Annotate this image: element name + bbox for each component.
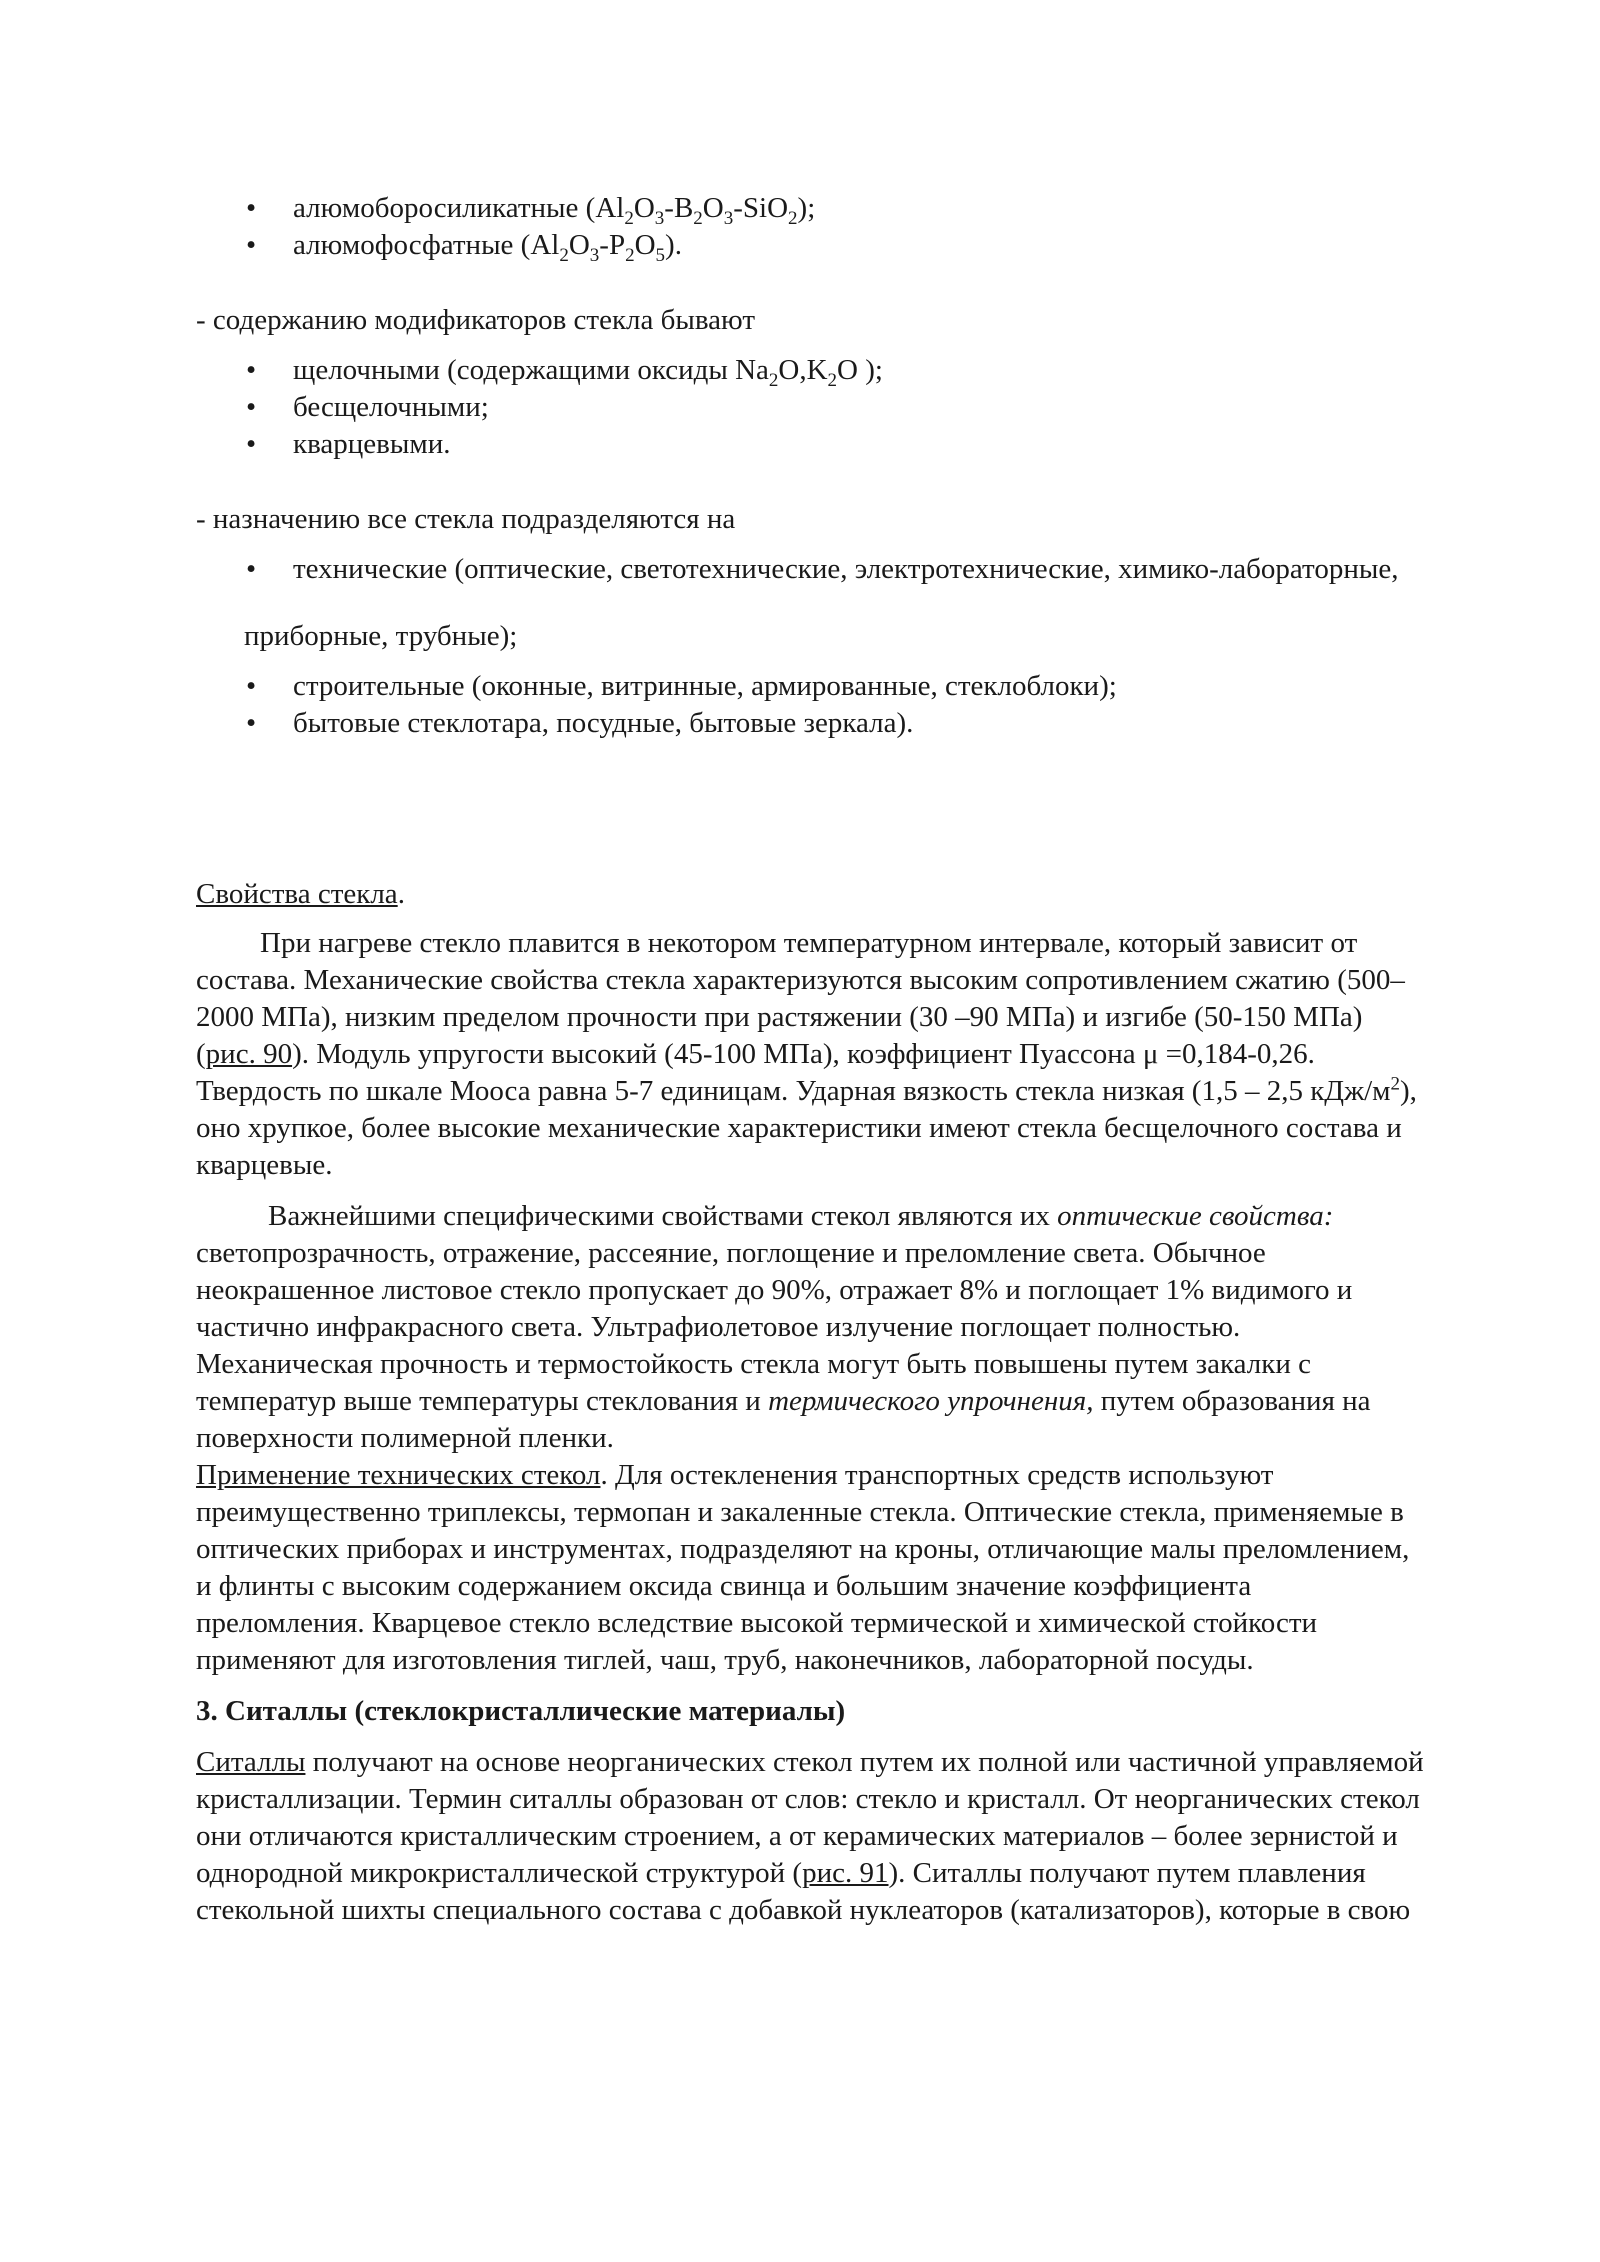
list-item: • бытовые стеклотара, посудные, бытовые зеркала). bbox=[196, 705, 1426, 742]
composition-list bbox=[196, 190, 1426, 264]
figure-link-91[interactable]: рис. 91 bbox=[802, 1857, 889, 1889]
list-item: • кварцевыми. bbox=[196, 426, 1426, 463]
list-item: • бесщелочными; bbox=[196, 389, 1426, 426]
paragraph-optical-properties: Важнейшими специфическими свойствами стекол являются их оптические свойства: светопрозрачность, отражение, рассеяние, поглощение и преломление света. Обычное неокрашенное листовое стекло пропускает до 90%, отражает 8% и поглощает 1% видимого и частично инфракрасного света. Ультрафиолетовое излучение поглощает полностью. bbox=[196, 1200, 1353, 1343]
document-body bbox=[196, 190, 1426, 1929]
purpose-list bbox=[196, 551, 1426, 588]
list-item: • алюмофосфатные $(Al_2O_3-P_2O_5)$. bbox=[196, 227, 1426, 264]
paragraph-mechanical-properties: При нагреве стекло плавится в некотором температурном интервале, который зависит от состава. Механические свойства стекла характеризуются высоким сопротивлением сжатию (500–2000 МПа), низким пределом прочности при растяжении (30 –90 МПа) и изгибе (50-150 МПа) (рис. 90). Модуль упругости высокий (45-100 МПа), коэффициент Пуассона μ =0,184-0,26. Твердость по шкале Мооса равна 5-7 единицам. Ударная вязкость стекла низкая (1,5 – 2,5 кДж/$м^2$), оно хрупкое, более высокие механические характеристики имеют стекла бесщелочного состава и кварцевые. bbox=[196, 927, 1417, 1181]
figure-link-90[interactable]: рис. 90 bbox=[205, 1038, 293, 1070]
list-item: • щелочными (содержащими оксиды $Na_2O,K_2O$ ); bbox=[196, 352, 1426, 389]
modifiers-list bbox=[196, 352, 1426, 463]
properties-heading: Свойства стекла. bbox=[196, 878, 405, 910]
section-3-heading: 3. Ситаллы (стеклокристаллические материалы) bbox=[196, 1695, 846, 1727]
list-item: • алюмоборосиликатные $(Al_2O_3-B_2O_3-SiO_2)$; bbox=[196, 190, 1426, 227]
purpose-list-2 bbox=[196, 668, 1426, 742]
modifiers-intro: - содержанию модификаторов стекла бывают bbox=[196, 304, 756, 336]
paragraph-strength: Механическая прочность и термостойкость стекла могут быть повышены путем закалки с температур выше температуры стеклования и термического упрочнения, путем образования на поверхности полимерной пленки. bbox=[196, 1348, 1371, 1454]
purpose-continuation: приборные, трубные); bbox=[244, 620, 518, 652]
list-item: • технические (оптические, светотехнические, электротехнические, химико-лабораторные, bbox=[196, 551, 1426, 588]
list-item: • строительные (оконные, витринные, армированные, стеклоблоки); bbox=[196, 668, 1426, 705]
purpose-intro: - назначению все стекла подразделяются на bbox=[196, 503, 736, 535]
paragraph-technical-application: Применение технических стекол. Для остекленения транспортных средств используют преимущественно триплексы, термопан и закаленные стекла. Оптические стекла, применяемые в оптических приборах и инструментах, подразделяют на кроны, отличающие малы преломлением, и флинты с высоким содержанием оксида свинца и большим значение коэффициента преломления. Кварцевое стекло вследствие высокой термической и химической стойкости применяют для изготовления тиглей, чаш, труб, наконечников, лабораторной посуды. bbox=[196, 1459, 1410, 1676]
paragraph-sitalls: Ситаллы получают на основе неорганических стекол путем их полной или частичной управляемой кристаллизации. Термин ситаллы образован от слов: стекло и кристалл. От неорганических стекол они отличаются кристаллическим строением, а от керамических материалов – более зернистой и однородной микрокристаллической структурой (рис. 91). Ситаллы получают путем плавления стекольной шихты специального состава с добавкой нуклеаторов (катализаторов), которые в свою bbox=[196, 1746, 1424, 1926]
